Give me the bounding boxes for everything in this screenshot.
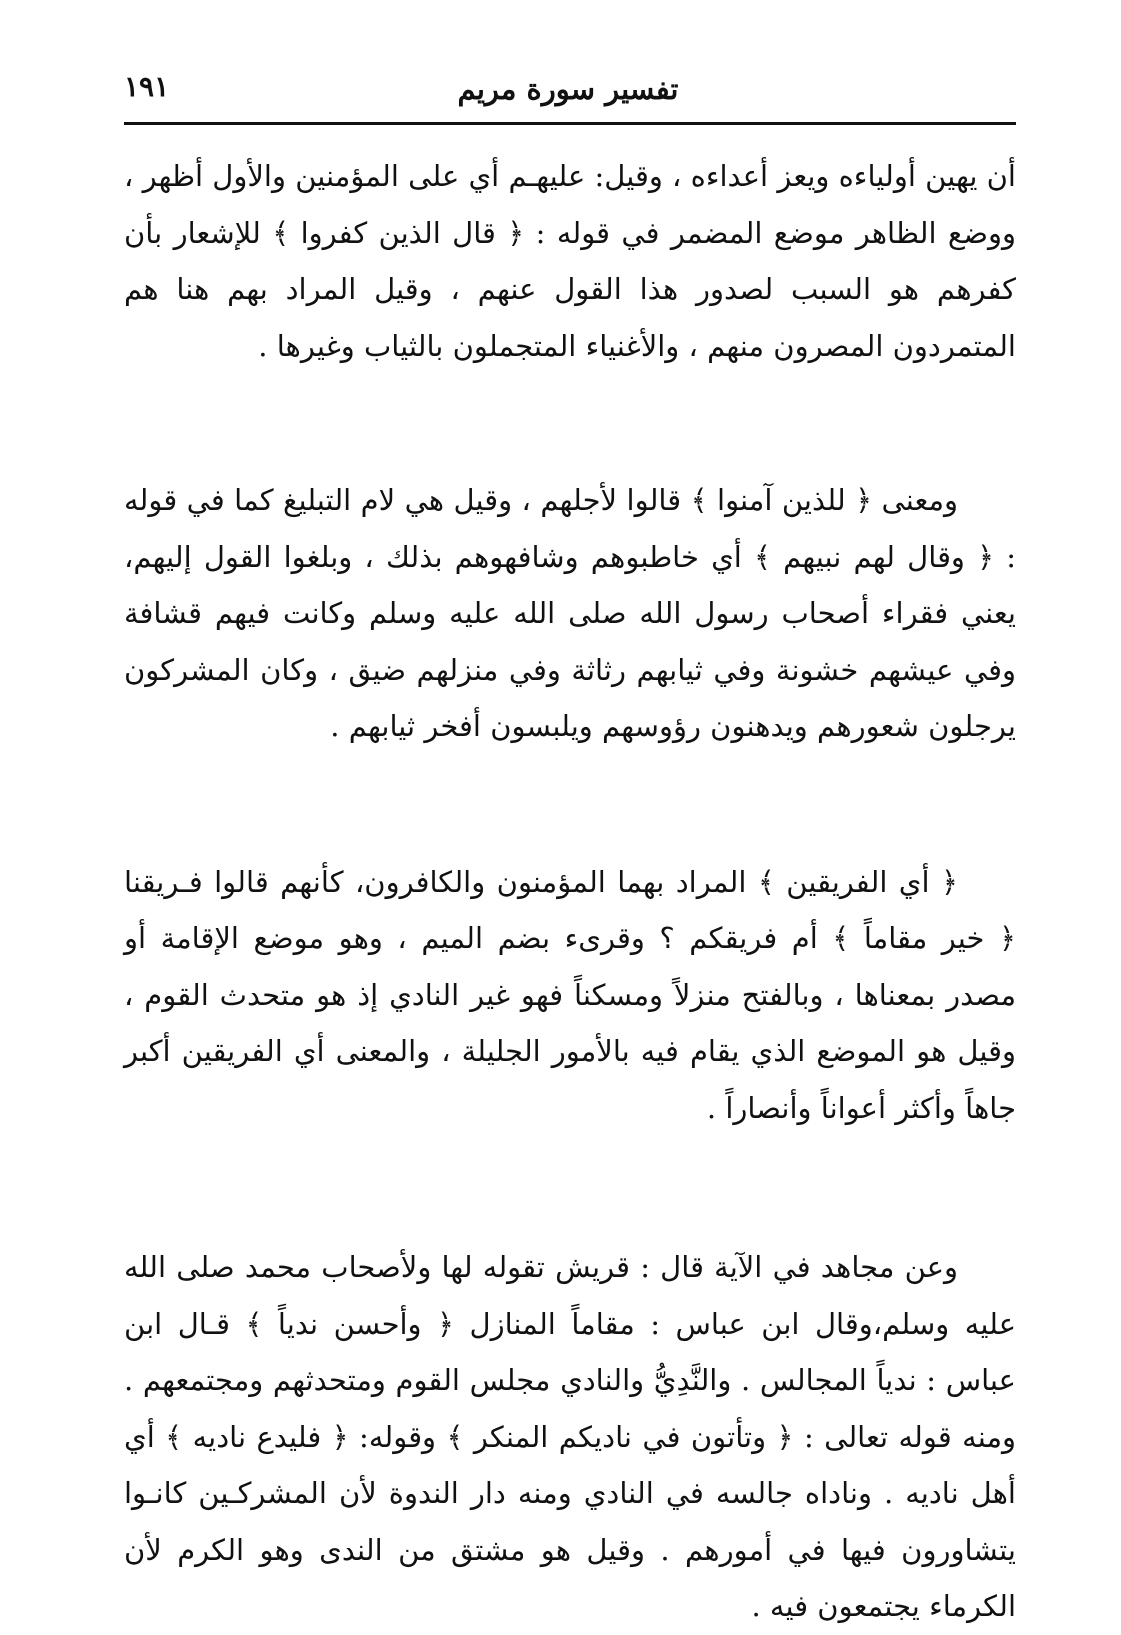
page-body — [124, 148, 1016, 1635]
page-header — [118, 62, 1018, 120]
page-number: ١٩١ — [124, 70, 170, 103]
paragraph-4: وعن مجاهد في الآية قال : قريش تقوله لها ولأصحاب محمد صلى الله عليه وسلم،وقال ابن عباس : مقاماً المنازل ﴿ وأحسن ندياً ﴾ قـال ابن عباس : ندياً المجالس . والنَّدِيُّ والنادي مجلس القوم ومتحدثهم ومجتمعهم . ومنه قوله تعالى : ﴿ وتأتون في ناديكم المنكر ﴾ وقوله: ﴿ فليدع ناديه ﴾ أي أهل ناديه . وناداه جالسه في النادي ومنه دار الندوة لأن المشركـين كانـوا يتشاورون فيها في أمورهم . وقيل هو مشتق من الندى وهو الكرم لأن الكرماء يجتمعون فيه . — [124, 1250, 1016, 1623]
paragraph-2: ومعنى ﴿ للذين آمنوا ﴾ قالوا لأجلهم ، وقيل هي لام التبليغ كما في قوله : ﴿ وقال لهم نبيهم ﴾ أي خاطبوهم وشافهوهم بذلك ، وبلغوا القول إليهم، يعني فقراء أصحاب رسول الله صلى الله عليه وسلم وكانت فيهم قشافة وفي عيشهم خشونة وفي ثيابهم رثاثة وفي منزلهم ضيق ، وكان المشركون يرجلون شعورهم ويدهنون رؤوسهم ويلبسون أفخر ثيابهم . — [124, 483, 1016, 743]
paragraph-3: ﴿ أي الفريقين ﴾ المراد بهما المؤمنون والكافرون، كأنهم قالوا فـريقنا ﴿ خير مقاماً ﴾ أم فريقكم ؟ وقرىء بضم الميم ، وهو موضع الإقامة أو مصدر بمعناها ، وبالفتح منزلاً ومسكناً فهو غير النادي إذ هو متحدث القوم ، وقيل هو الموضع الذي يقام فيه بالأمور الجليلة ، والمعنى أي الفريقين أكبر جاهاً وأكثر أعواناً وأنصاراً . — [124, 864, 1016, 1125]
paragraph-1: أن يهين أولياءه ويعز أعداءه ، وقيل: عليهـم أي على المؤمنين والأول أظهر ، ووضع الظاهر موضع المضمر في قوله : ﴿ قال الذين كفروا ﴾ للإشعار بأن كفرهم هو السبب لصدور هذا القول عنهم ، وقيل المراد بهم هنا هم المتمردون المصرون منهم ، والأغنياء المتجملون بالثياب وغيرها . — [124, 159, 1016, 363]
running-title: تفسير سورة مريم — [457, 72, 679, 106]
header-divider — [124, 122, 1016, 125]
